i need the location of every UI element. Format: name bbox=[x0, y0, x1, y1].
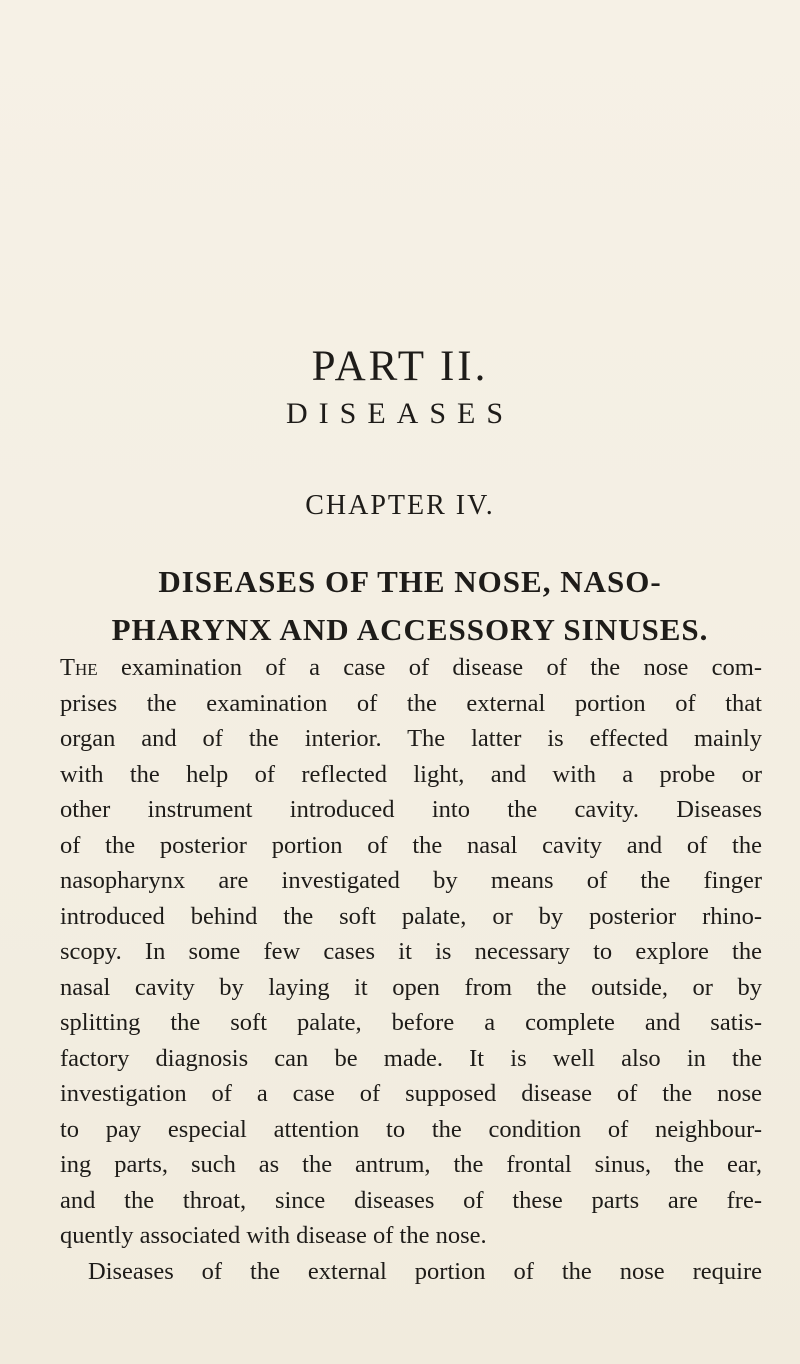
body-line-2: prises the examination of the external portion of that bbox=[60, 689, 762, 717]
body-line-1 bbox=[60, 650, 762, 686]
body-line-13: investigation of a case of supposed disease of the nose bbox=[60, 1080, 762, 1107]
part-title: PART II. bbox=[311, 343, 489, 390]
body-line-3: organ and of the interior. The latter is effected mainly bbox=[60, 725, 762, 752]
body-line-12: factory diagnosis can be made. It is well also in the bbox=[60, 1044, 762, 1072]
body-line-7: nasopharynx are investigated by means of the finger bbox=[60, 867, 762, 894]
body-line-1-text: examination of a case of disease of the nose com- bbox=[120, 654, 762, 681]
body-line-14: to pay especial attention to the condition of neighbour- bbox=[60, 1115, 762, 1143]
body-line-15: ing parts, such as the antrum, the frontal sinus, the ear, bbox=[60, 1151, 762, 1178]
body-line-17: quently associated with disease of the nose. bbox=[60, 1222, 487, 1249]
first-word: The bbox=[60, 654, 98, 681]
section-title: DISEASES bbox=[285, 397, 515, 430]
body-line-16: and the throat, since diseases of these parts are fre- bbox=[60, 1186, 762, 1214]
body-line-18: Diseases of the external portion of the nose require bbox=[88, 1257, 762, 1285]
body-paragraph bbox=[60, 650, 762, 1289]
body-line-11: splitting the soft palate, before a complete and satis- bbox=[60, 1009, 762, 1036]
chapter-heading-line-2: PHARYNX AND ACCESSORY SINUSES. bbox=[111, 612, 709, 647]
body-line-8: introduced behind the soft palate, or by posterior rhino- bbox=[60, 902, 762, 930]
body-line-9: scopy. In some few cases it is necessary to explore the bbox=[60, 938, 762, 965]
body-line-6: of the posterior portion of the nasal cavity and of the bbox=[60, 831, 762, 859]
chapter-title: CHAPTER IV. bbox=[305, 490, 495, 521]
body-line-10: nasal cavity by laying it open from the outside, or by bbox=[60, 973, 762, 1001]
chapter-heading bbox=[60, 558, 760, 654]
chapter-heading-line-1: DISEASES OF THE NOSE, NASO- bbox=[158, 564, 662, 599]
body-line-5: other instrument introduced into the cavity. Diseases bbox=[60, 796, 762, 823]
body-line-4: with the help of reflected light, and with a probe or bbox=[60, 760, 762, 788]
